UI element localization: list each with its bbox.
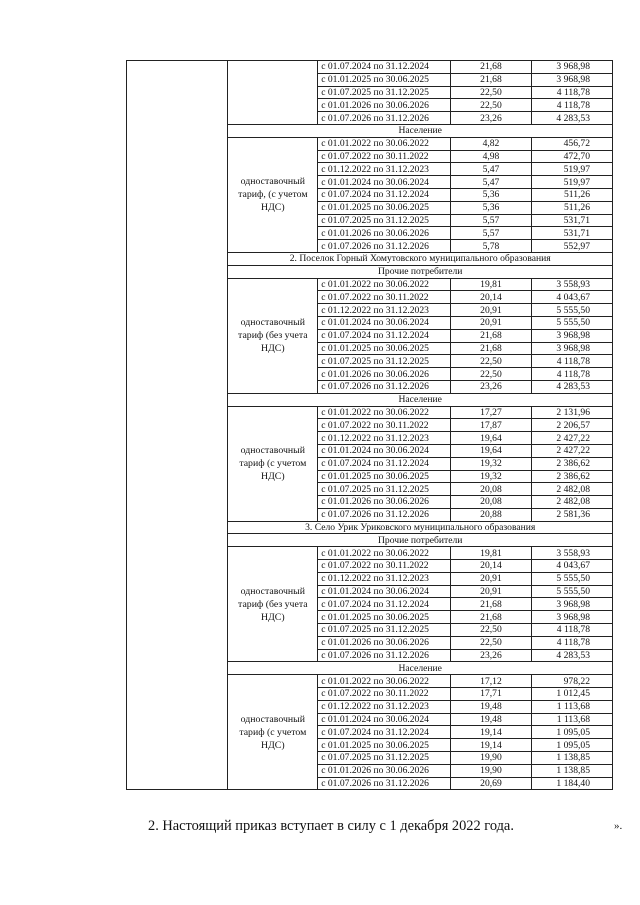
- period-cell: с 01.01.2024 по 30.06.2024: [318, 713, 451, 726]
- rate-cell: 19,64: [451, 432, 531, 445]
- period-cell: с 01.07.2026 по 31.12.2026: [318, 777, 451, 790]
- period-cell: с 01.07.2026 по 31.12.2026: [318, 508, 451, 521]
- rate-cell: 20,91: [451, 585, 531, 598]
- period-cell: с 01.07.2022 по 30.11.2022: [318, 419, 451, 432]
- rate-cell: 4,98: [451, 150, 531, 163]
- closing-quote-mark: ».: [614, 820, 623, 832]
- rate-cell: 17,27: [451, 406, 531, 419]
- rate-cell: 5,47: [451, 163, 531, 176]
- cost-cell: 2 581,36: [531, 508, 612, 521]
- period-cell: с 01.12.2022 по 31.12.2023: [318, 432, 451, 445]
- rate-cell: 21,68: [451, 329, 531, 342]
- rate-cell: 5,36: [451, 201, 531, 214]
- cost-cell: 1 138,85: [531, 752, 612, 765]
- cost-cell: 2 206,57: [531, 419, 612, 432]
- cost-cell: 511,26: [531, 201, 612, 214]
- rate-cell: 22,50: [451, 99, 531, 112]
- period-cell: с 01.01.2022 по 30.06.2022: [318, 137, 451, 150]
- rate-cell: 20,88: [451, 508, 531, 521]
- period-cell: с 01.01.2025 по 30.06.2025: [318, 470, 451, 483]
- period-cell: с 01.07.2026 по 31.12.2026: [318, 112, 451, 125]
- cost-cell: 1 184,40: [531, 777, 612, 790]
- left-blank-column: [127, 61, 228, 790]
- rate-cell: 20,91: [451, 304, 531, 317]
- cost-cell: 4 118,78: [531, 86, 612, 99]
- rate-cell: 21,68: [451, 73, 531, 86]
- cost-cell: 5 555,50: [531, 316, 612, 329]
- rate-cell: 22,50: [451, 636, 531, 649]
- period-cell: с 01.01.2026 по 30.06.2026: [318, 636, 451, 649]
- rate-cell: 5,57: [451, 214, 531, 227]
- period-cell: с 01.01.2022 по 30.06.2022: [318, 278, 451, 291]
- period-cell: с 01.01.2026 по 30.06.2026: [318, 227, 451, 240]
- cost-cell: 3 968,98: [531, 598, 612, 611]
- rate-cell: 17,87: [451, 419, 531, 432]
- rate-cell: 5,36: [451, 188, 531, 201]
- cost-cell: 3 968,98: [531, 73, 612, 86]
- rate-cell: 20,14: [451, 560, 531, 573]
- cost-cell: 531,71: [531, 227, 612, 240]
- period-cell: с 01.07.2025 по 31.12.2025: [318, 752, 451, 765]
- period-cell: с 01.01.2026 по 30.06.2026: [318, 764, 451, 777]
- rate-cell: 22,50: [451, 368, 531, 381]
- period-cell: с 01.07.2022 по 30.11.2022: [318, 150, 451, 163]
- cost-cell: 5 555,50: [531, 572, 612, 585]
- tariff-table-body: [127, 61, 613, 790]
- rate-cell: 19,32: [451, 470, 531, 483]
- cost-cell: 3 558,93: [531, 278, 612, 291]
- period-cell: с 01.01.2022 по 30.06.2022: [318, 547, 451, 560]
- rate-cell: 19,90: [451, 752, 531, 765]
- period-cell: с 01.07.2024 по 31.12.2024: [318, 329, 451, 342]
- rate-cell: 19,32: [451, 457, 531, 470]
- rate-cell: 20,69: [451, 777, 531, 790]
- period-cell: с 01.01.2025 по 30.06.2025: [318, 739, 451, 752]
- period-cell: с 01.07.2022 по 30.11.2022: [318, 560, 451, 573]
- cost-cell: 3 558,93: [531, 547, 612, 560]
- period-cell: с 01.01.2022 по 30.06.2022: [318, 675, 451, 688]
- period-cell: с 01.07.2025 по 31.12.2025: [318, 214, 451, 227]
- period-cell: с 01.01.2025 по 30.06.2025: [318, 73, 451, 86]
- cost-cell: 4 118,78: [531, 355, 612, 368]
- cost-cell: 3 968,98: [531, 342, 612, 355]
- cost-cell: 4 043,67: [531, 560, 612, 573]
- cost-cell: 5 555,50: [531, 585, 612, 598]
- cost-cell: 531,71: [531, 214, 612, 227]
- cost-cell: 1 095,05: [531, 726, 612, 739]
- cost-cell: 2 482,08: [531, 483, 612, 496]
- cost-cell: 511,26: [531, 188, 612, 201]
- table-row: [127, 61, 613, 74]
- rate-cell: 5,78: [451, 240, 531, 253]
- rate-cell: 19,14: [451, 726, 531, 739]
- cost-cell: 978,22: [531, 675, 612, 688]
- period-cell: с 01.01.2026 по 30.06.2026: [318, 496, 451, 509]
- rate-cell: 19,48: [451, 713, 531, 726]
- rate-cell: 21,68: [451, 342, 531, 355]
- cost-cell: 472,70: [531, 150, 612, 163]
- tariff-type-label: одноставочный тариф (с учетом НДС): [228, 675, 318, 790]
- cost-cell: 519,97: [531, 163, 612, 176]
- period-cell: с 01.01.2025 по 30.06.2025: [318, 611, 451, 624]
- cost-cell: 4 118,78: [531, 636, 612, 649]
- rate-cell: 17,12: [451, 675, 531, 688]
- cost-cell: 1 113,68: [531, 713, 612, 726]
- period-cell: с 01.01.2026 по 30.06.2026: [318, 368, 451, 381]
- tariff-table: [126, 60, 613, 790]
- rate-cell: 4,82: [451, 137, 531, 150]
- rate-cell: 17,71: [451, 688, 531, 701]
- rate-cell: 19,64: [451, 444, 531, 457]
- rate-cell: 19,81: [451, 278, 531, 291]
- rate-cell: 23,26: [451, 649, 531, 662]
- cost-cell: 1 095,05: [531, 739, 612, 752]
- rate-cell: 21,68: [451, 598, 531, 611]
- cost-cell: 1 012,45: [531, 688, 612, 701]
- group-title: Население: [228, 662, 613, 675]
- tariff-type-label: одноставочный тариф (без учета НДС): [228, 547, 318, 662]
- rate-cell: 19,48: [451, 700, 531, 713]
- cost-cell: 3 968,98: [531, 329, 612, 342]
- rate-cell: 5,57: [451, 227, 531, 240]
- cost-cell: 552,97: [531, 240, 612, 253]
- group-title: Прочие потребители: [228, 265, 613, 278]
- cost-cell: 3 968,98: [531, 611, 612, 624]
- period-cell: с 01.07.2024 по 31.12.2024: [318, 457, 451, 470]
- cost-cell: 2 386,62: [531, 457, 612, 470]
- section-title: 3. Село Урик Уриковского муниципального образования: [228, 521, 613, 534]
- tariff-type-label: одноставочный тариф (с учетом НДС): [228, 406, 318, 521]
- cost-cell: 5 555,50: [531, 304, 612, 317]
- tariff-type-label: одноставочный тариф (без учета НДС): [228, 278, 318, 393]
- cost-cell: 2 131,96: [531, 406, 612, 419]
- period-cell: с 01.12.2022 по 31.12.2023: [318, 700, 451, 713]
- rate-cell: 20,08: [451, 483, 531, 496]
- period-cell: с 01.01.2025 по 30.06.2025: [318, 342, 451, 355]
- period-cell: с 01.01.2024 по 30.06.2024: [318, 176, 451, 189]
- cost-cell: 4 118,78: [531, 99, 612, 112]
- period-cell: с 01.07.2022 по 30.11.2022: [318, 688, 451, 701]
- cost-cell: 456,72: [531, 137, 612, 150]
- period-cell: с 01.12.2022 по 31.12.2023: [318, 572, 451, 585]
- rate-cell: 19,14: [451, 739, 531, 752]
- period-cell: с 01.07.2022 по 30.11.2022: [318, 291, 451, 304]
- cost-cell: 4 283,53: [531, 380, 612, 393]
- rate-cell: 20,08: [451, 496, 531, 509]
- period-cell: с 01.07.2026 по 31.12.2026: [318, 240, 451, 253]
- period-cell: с 01.12.2022 по 31.12.2023: [318, 304, 451, 317]
- rate-cell: 21,68: [451, 61, 531, 74]
- period-cell: с 01.07.2025 по 31.12.2025: [318, 355, 451, 368]
- period-cell: с 01.07.2026 по 31.12.2026: [318, 649, 451, 662]
- rate-cell: 20,14: [451, 291, 531, 304]
- period-cell: с 01.12.2022 по 31.12.2023: [318, 163, 451, 176]
- cost-cell: 4 043,67: [531, 291, 612, 304]
- cost-cell: 1 138,85: [531, 764, 612, 777]
- cost-cell: 4 118,78: [531, 368, 612, 381]
- section-title: 2. Поселок Горный Хомутовского муниципального образования: [228, 252, 613, 265]
- period-cell: с 01.07.2025 по 31.12.2025: [318, 624, 451, 637]
- rate-cell: 21,68: [451, 611, 531, 624]
- period-cell: с 01.01.2024 по 30.06.2024: [318, 316, 451, 329]
- period-cell: с 01.01.2022 по 30.06.2022: [318, 406, 451, 419]
- cost-cell: 519,97: [531, 176, 612, 189]
- period-cell: с 01.01.2026 по 30.06.2026: [318, 99, 451, 112]
- period-cell: с 01.07.2024 по 31.12.2024: [318, 598, 451, 611]
- group-title: Прочие потребители: [228, 534, 613, 547]
- rate-cell: 22,50: [451, 86, 531, 99]
- rate-cell: 22,50: [451, 355, 531, 368]
- period-cell: с 01.07.2026 по 31.12.2026: [318, 380, 451, 393]
- group-title: Население: [228, 124, 613, 137]
- period-cell: с 01.07.2025 по 31.12.2025: [318, 86, 451, 99]
- rate-cell: 22,50: [451, 624, 531, 637]
- rate-cell: 19,90: [451, 764, 531, 777]
- footer-paragraph: 2. Настоящий приказ вступает в силу с 1 декабря 2022 года.: [148, 818, 514, 834]
- tariff-type-label: [228, 61, 318, 125]
- tariff-type-label: одноставочный тариф, (с учетом НДС): [228, 137, 318, 252]
- period-cell: с 01.07.2025 по 31.12.2025: [318, 483, 451, 496]
- rate-cell: 19,81: [451, 547, 531, 560]
- cost-cell: 1 113,68: [531, 700, 612, 713]
- cost-cell: 4 283,53: [531, 649, 612, 662]
- rate-cell: 5,47: [451, 176, 531, 189]
- cost-cell: 3 968,98: [531, 61, 612, 74]
- cost-cell: 4 118,78: [531, 624, 612, 637]
- cost-cell: 2 482,08: [531, 496, 612, 509]
- cost-cell: 4 283,53: [531, 112, 612, 125]
- period-cell: с 01.07.2024 по 31.12.2024: [318, 726, 451, 739]
- period-cell: с 01.07.2024 по 31.12.2024: [318, 188, 451, 201]
- rate-cell: 23,26: [451, 112, 531, 125]
- group-title: Население: [228, 393, 613, 406]
- rate-cell: 23,26: [451, 380, 531, 393]
- period-cell: с 01.01.2024 по 30.06.2024: [318, 585, 451, 598]
- cost-cell: 2 427,22: [531, 444, 612, 457]
- cost-cell: 2 386,62: [531, 470, 612, 483]
- period-cell: с 01.07.2024 по 31.12.2024: [318, 61, 451, 74]
- period-cell: с 01.01.2025 по 30.06.2025: [318, 201, 451, 214]
- period-cell: с 01.01.2024 по 30.06.2024: [318, 444, 451, 457]
- rate-cell: 20,91: [451, 572, 531, 585]
- rate-cell: 20,91: [451, 316, 531, 329]
- cost-cell: 2 427,22: [531, 432, 612, 445]
